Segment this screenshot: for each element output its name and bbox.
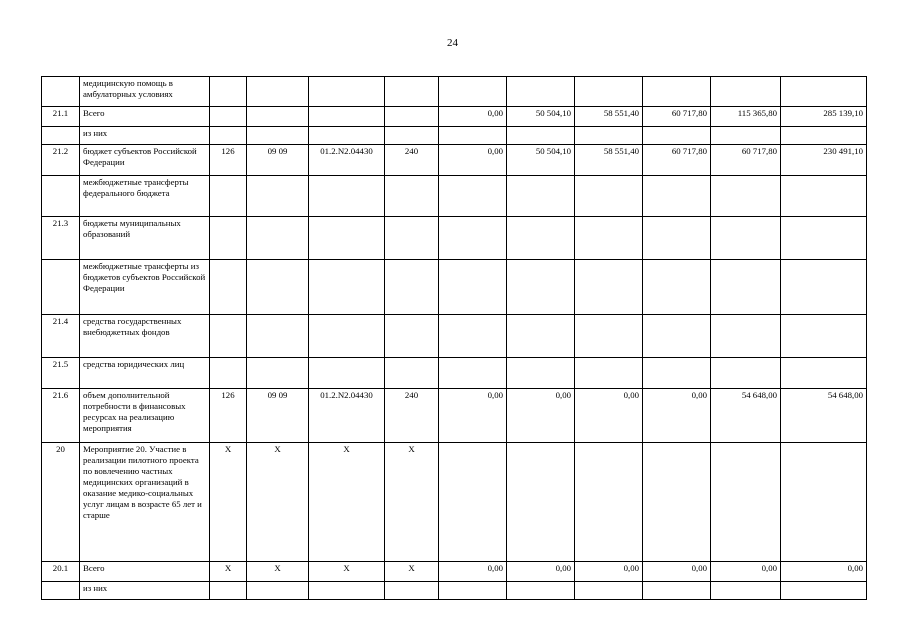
cell-value-col-1: 0,00 — [439, 562, 507, 582]
cell-expense-type-code — [385, 77, 439, 107]
cell-value-col-5 — [711, 217, 781, 260]
cell-value-col-5: 60 717,80 — [711, 145, 781, 176]
cell-grbs-code — [210, 127, 247, 145]
cell-grbs-code — [210, 260, 247, 315]
cell-value-col-2 — [507, 582, 575, 600]
cell-target-article-code — [309, 315, 385, 358]
cell-expense-type-code — [385, 107, 439, 127]
cell-value-col-1 — [439, 443, 507, 562]
cell-section-code: X — [247, 443, 309, 562]
cell-value-col-3: 0,00 — [575, 389, 643, 443]
cell-value-col-3 — [575, 77, 643, 107]
cell-row-name: межбюджетные трансферты из бюджетов субъектов Российской Федерации — [80, 260, 210, 315]
cell-expense-type-code — [385, 260, 439, 315]
cell-value-col-4: 60 717,80 — [643, 145, 711, 176]
table-row — [42, 358, 867, 389]
cell-value-col-2: 0,00 — [507, 562, 575, 582]
table-row — [42, 562, 867, 582]
cell-value-col-2 — [507, 443, 575, 562]
cell-value-total: 285 139,10 — [781, 107, 867, 127]
cell-value-col-2 — [507, 260, 575, 315]
cell-grbs-code: X — [210, 443, 247, 562]
cell-row-number — [42, 582, 80, 600]
cell-value-col-5 — [711, 315, 781, 358]
cell-value-col-4: 0,00 — [643, 389, 711, 443]
cell-value-col-5: 54 648,00 — [711, 389, 781, 443]
cell-target-article-code — [309, 358, 385, 389]
cell-value-col-3: 0,00 — [575, 562, 643, 582]
cell-value-total: 0,00 — [781, 562, 867, 582]
table-row — [42, 217, 867, 260]
table-row — [42, 127, 867, 145]
cell-value-col-2 — [507, 217, 575, 260]
cell-value-total — [781, 358, 867, 389]
table-row — [42, 176, 867, 217]
cell-value-col-2: 50 504,10 — [507, 145, 575, 176]
cell-row-name: Всего — [80, 107, 210, 127]
cell-value-col-4 — [643, 443, 711, 562]
cell-value-col-1 — [439, 127, 507, 145]
cell-row-name: Всего — [80, 562, 210, 582]
cell-value-col-5 — [711, 582, 781, 600]
cell-row-name: Мероприятие 20. Участие в реализации пилотного проекта по вовлечению частных медицинских организаций в оказание медико-социальных услуг лицам в возрасте 65 лет и старше — [80, 443, 210, 562]
cell-value-col-4 — [643, 358, 711, 389]
cell-section-code — [247, 358, 309, 389]
cell-value-col-2: 50 504,10 — [507, 107, 575, 127]
cell-value-col-4 — [643, 77, 711, 107]
cell-row-number: 20 — [42, 443, 80, 562]
cell-section-code — [247, 260, 309, 315]
cell-value-total: 230 491,10 — [781, 145, 867, 176]
cell-value-col-3 — [575, 358, 643, 389]
cell-expense-type-code — [385, 217, 439, 260]
cell-section-code: X — [247, 562, 309, 582]
cell-section-code — [247, 107, 309, 127]
cell-expense-type-code: 240 — [385, 145, 439, 176]
cell-value-col-3 — [575, 260, 643, 315]
cell-target-article-code: X — [309, 562, 385, 582]
cell-value-col-1 — [439, 582, 507, 600]
cell-target-article-code — [309, 107, 385, 127]
cell-grbs-code: 126 — [210, 389, 247, 443]
cell-value-col-3 — [575, 443, 643, 562]
cell-expense-type-code: X — [385, 443, 439, 562]
cell-value-col-2 — [507, 77, 575, 107]
cell-value-total — [781, 315, 867, 358]
cell-section-code — [247, 77, 309, 107]
cell-expense-type-code — [385, 315, 439, 358]
table-row — [42, 145, 867, 176]
budget-table — [41, 76, 867, 600]
cell-row-name: из них — [80, 127, 210, 145]
cell-grbs-code: 126 — [210, 145, 247, 176]
cell-expense-type-code: 240 — [385, 389, 439, 443]
cell-row-name: объем дополнительной потребности в финансовых ресурсах на реализацию мероприятия — [80, 389, 210, 443]
cell-target-article-code — [309, 217, 385, 260]
cell-value-col-4 — [643, 176, 711, 217]
cell-value-col-4 — [643, 582, 711, 600]
cell-grbs-code — [210, 107, 247, 127]
cell-value-col-5 — [711, 358, 781, 389]
cell-expense-type-code — [385, 127, 439, 145]
cell-section-code: 09 09 — [247, 389, 309, 443]
cell-value-total: 54 648,00 — [781, 389, 867, 443]
cell-value-col-4 — [643, 260, 711, 315]
cell-value-col-1 — [439, 358, 507, 389]
table-row — [42, 107, 867, 127]
cell-value-total — [781, 127, 867, 145]
cell-value-col-2 — [507, 358, 575, 389]
table-row — [42, 389, 867, 443]
cell-grbs-code — [210, 217, 247, 260]
cell-value-col-4 — [643, 217, 711, 260]
cell-value-col-2: 0,00 — [507, 389, 575, 443]
cell-value-col-5 — [711, 443, 781, 562]
cell-row-name: из них — [80, 582, 210, 600]
cell-value-col-3: 58 551,40 — [575, 107, 643, 127]
cell-section-code — [247, 582, 309, 600]
cell-row-number — [42, 77, 80, 107]
cell-row-name: медицинскую помощь в амбулаторных условиях — [80, 77, 210, 107]
cell-row-number — [42, 260, 80, 315]
cell-row-number: 21.3 — [42, 217, 80, 260]
cell-value-col-5: 0,00 — [711, 562, 781, 582]
cell-row-number: 20.1 — [42, 562, 80, 582]
cell-row-number: 21.2 — [42, 145, 80, 176]
cell-section-code: 09 09 — [247, 145, 309, 176]
table-row — [42, 582, 867, 600]
cell-expense-type-code — [385, 582, 439, 600]
cell-value-total — [781, 77, 867, 107]
cell-row-number: 21.5 — [42, 358, 80, 389]
cell-value-col-5: 115 365,80 — [711, 107, 781, 127]
cell-value-total — [781, 443, 867, 562]
cell-target-article-code — [309, 176, 385, 217]
cell-grbs-code — [210, 315, 247, 358]
cell-target-article-code — [309, 582, 385, 600]
cell-value-col-3 — [575, 176, 643, 217]
cell-section-code — [247, 127, 309, 145]
cell-value-col-1 — [439, 315, 507, 358]
cell-value-col-3 — [575, 315, 643, 358]
cell-value-col-4: 60 717,80 — [643, 107, 711, 127]
table-row — [42, 443, 867, 562]
cell-target-article-code: X — [309, 443, 385, 562]
cell-grbs-code — [210, 176, 247, 217]
cell-target-article-code: 01.2.N2.04430 — [309, 389, 385, 443]
cell-value-col-3 — [575, 582, 643, 600]
cell-value-col-4: 0,00 — [643, 562, 711, 582]
table-row — [42, 315, 867, 358]
cell-section-code — [247, 176, 309, 217]
cell-value-col-3 — [575, 127, 643, 145]
cell-value-col-2 — [507, 176, 575, 217]
cell-value-col-4 — [643, 127, 711, 145]
cell-value-col-5 — [711, 77, 781, 107]
cell-value-col-5 — [711, 127, 781, 145]
cell-value-col-1 — [439, 217, 507, 260]
cell-value-col-3 — [575, 217, 643, 260]
cell-row-name: средства государственных внебюджетных фондов — [80, 315, 210, 358]
cell-grbs-code: X — [210, 562, 247, 582]
cell-grbs-code — [210, 77, 247, 107]
table-row — [42, 260, 867, 315]
cell-value-col-1 — [439, 260, 507, 315]
cell-section-code — [247, 217, 309, 260]
page-number: 24 — [447, 37, 458, 49]
cell-value-col-1: 0,00 — [439, 145, 507, 176]
cell-target-article-code — [309, 77, 385, 107]
cell-row-number: 21.6 — [42, 389, 80, 443]
cell-value-col-1 — [439, 176, 507, 217]
cell-value-col-5 — [711, 260, 781, 315]
cell-row-number: 21.1 — [42, 107, 80, 127]
cell-row-name: бюджет субъектов Российской Федерации — [80, 145, 210, 176]
cell-row-name: бюджеты муниципальных образований — [80, 217, 210, 260]
cell-target-article-code: 01.2.N2.04430 — [309, 145, 385, 176]
cell-value-col-3: 58 551,40 — [575, 145, 643, 176]
cell-value-total — [781, 582, 867, 600]
cell-grbs-code — [210, 582, 247, 600]
cell-target-article-code — [309, 127, 385, 145]
cell-row-number: 21.4 — [42, 315, 80, 358]
table-row — [42, 77, 867, 107]
cell-row-number — [42, 176, 80, 217]
cell-value-col-1: 0,00 — [439, 389, 507, 443]
cell-value-col-2 — [507, 127, 575, 145]
cell-row-name: средства юридических лиц — [80, 358, 210, 389]
cell-expense-type-code — [385, 176, 439, 217]
cell-row-name: межбюджетные трансферты федерального бюджета — [80, 176, 210, 217]
cell-value-col-1: 0,00 — [439, 107, 507, 127]
table-body — [42, 77, 867, 600]
cell-value-col-4 — [643, 315, 711, 358]
cell-section-code — [247, 315, 309, 358]
cell-value-total — [781, 176, 867, 217]
cell-value-col-5 — [711, 176, 781, 217]
cell-expense-type-code — [385, 358, 439, 389]
cell-value-col-2 — [507, 315, 575, 358]
cell-value-total — [781, 260, 867, 315]
cell-value-total — [781, 217, 867, 260]
cell-row-number — [42, 127, 80, 145]
cell-target-article-code — [309, 260, 385, 315]
cell-value-col-1 — [439, 77, 507, 107]
cell-expense-type-code: X — [385, 562, 439, 582]
cell-grbs-code — [210, 358, 247, 389]
